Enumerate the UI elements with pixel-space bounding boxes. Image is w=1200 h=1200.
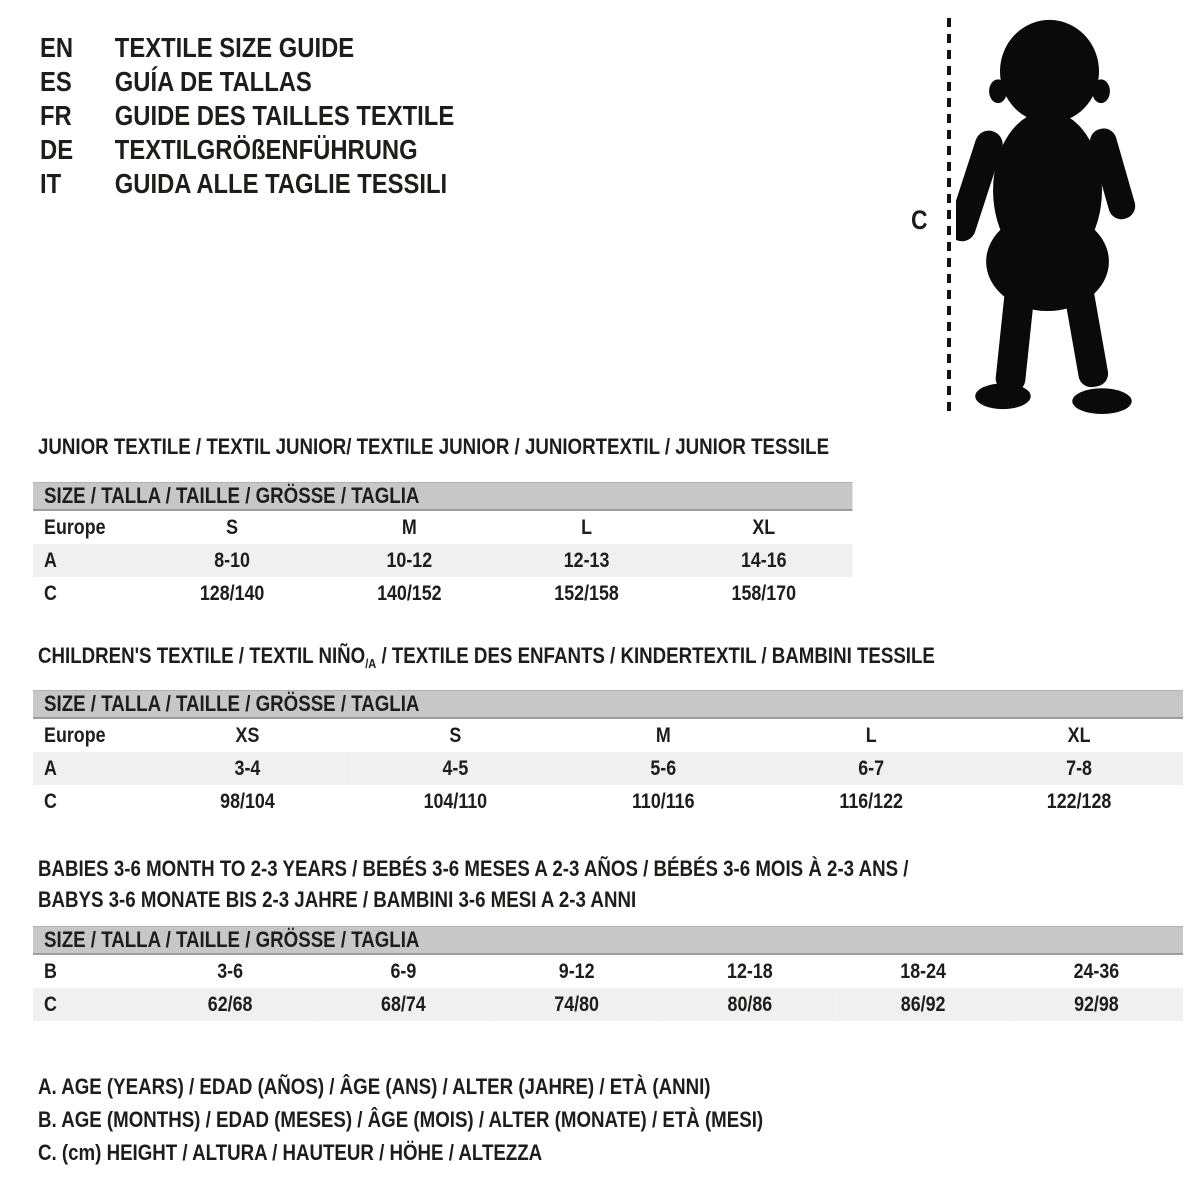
- language-code: IT: [40, 168, 62, 199]
- size-cell: XL: [752, 515, 776, 539]
- children-title-post: / TEXTILE DES ENFANTS / KINDERTEXTIL / BAMBINI TESSILE: [376, 643, 935, 668]
- height-cell: 158/170: [731, 581, 797, 605]
- guide-title-en: TEXTILE SIZE GUIDE: [114, 32, 355, 63]
- size-cell: M: [401, 515, 417, 539]
- row-label: A: [44, 756, 57, 780]
- height-cell: 152/158: [554, 581, 619, 605]
- height-cell: 80/86: [727, 992, 773, 1016]
- height-measure-label: C: [911, 205, 928, 235]
- age-cell: 7-8: [1066, 756, 1092, 780]
- age-cell: 4-5: [442, 756, 469, 780]
- guide-title-it: GUIDA ALLE TAGLIE TESSILI: [114, 168, 448, 199]
- height-cell: 98/104: [220, 789, 275, 813]
- language-row-de: [40, 133, 454, 167]
- age-cell: 10-12: [386, 548, 433, 572]
- babies-table: [33, 955, 1183, 1021]
- age-cell: 6-7: [858, 756, 885, 780]
- height-cell: 140/152: [377, 581, 442, 605]
- table-row-height: [33, 988, 1183, 1021]
- size-cell: S: [226, 515, 239, 539]
- size-header-bar: SIZE / TALLA / TAILLE / GRÖSSE / TAGLIA: [33, 926, 1183, 955]
- babies-title-line1: BABIES 3-6 MONTH TO 2-3 YEARS / BEBÉS 3-6 MESES A 2-3 AÑOS / BÉBÉS 3-6 MOIS À 2-3 ANS /: [38, 856, 909, 881]
- junior-size-table: [33, 482, 852, 610]
- age-cell: 3-6: [217, 959, 244, 983]
- children-section-title: [38, 643, 935, 677]
- height-cell: 92/98: [1074, 992, 1119, 1016]
- language-row-fr: [40, 99, 454, 133]
- row-label: C: [44, 992, 57, 1016]
- children-title-subscript: /A: [365, 656, 377, 671]
- table-row-height: [33, 577, 852, 610]
- children-table: [33, 719, 1183, 818]
- table-row-height: [33, 785, 1183, 818]
- row-label: C: [44, 789, 57, 813]
- language-row-en: [40, 31, 454, 65]
- size-header-bar: SIZE / TALLA / TAILLE / GRÖSSE / TAGLIA: [33, 482, 852, 511]
- height-cell: 104/110: [423, 789, 488, 813]
- language-code: FR: [40, 100, 72, 131]
- legend-line-age-years: A. AGE (YEARS) / EDAD (AÑOS) / ÂGE (ANS) / ALTER (JAHRE) / ETÀ (ANNI): [38, 1074, 711, 1099]
- age-cell: 12-18: [727, 959, 773, 983]
- row-label: C: [44, 581, 57, 605]
- age-cell: 8-10: [214, 548, 250, 572]
- age-cell: 12-13: [563, 548, 610, 572]
- age-cell: 3-4: [234, 756, 261, 780]
- age-cell: 9-12: [558, 959, 595, 983]
- language-row-it: [40, 167, 454, 201]
- height-cell: 86/92: [900, 992, 946, 1016]
- guide-title-de: TEXTILGRÖßENFÜHRUNG: [114, 134, 418, 165]
- children-title-pre: CHILDREN'S TEXTILE / TEXTIL NIÑO: [38, 643, 366, 668]
- height-cell: 128/140: [199, 581, 265, 605]
- toddler-silhouette-icon: [956, 12, 1144, 418]
- height-cell: 62/68: [207, 992, 253, 1016]
- height-cell: 110/116: [631, 789, 695, 813]
- size-header-bar: SIZE / TALLA / TAILLE / GRÖSSE / TAGLIA: [33, 690, 1183, 719]
- table-row-europe: [33, 719, 1183, 752]
- height-cell: 68/74: [381, 992, 426, 1016]
- junior-table: [33, 511, 852, 610]
- babies-size-table: [33, 926, 1183, 1021]
- age-cell: 14-16: [740, 548, 787, 572]
- size-cell: XL: [1067, 723, 1091, 747]
- age-cell: 6-9: [390, 959, 417, 983]
- legend-line-age-months: B. AGE (MONTHS) / EDAD (MESES) / ÂGE (MOIS) / ALTER (MONATE) / ETÀ (MESI): [38, 1107, 764, 1132]
- row-label: A: [44, 548, 57, 572]
- age-cell: 5-6: [650, 756, 677, 780]
- children-size-table: [33, 690, 1183, 818]
- table-row-age-months: [33, 955, 1183, 988]
- babies-title-line2: BABYS 3-6 MONATE BIS 2-3 JAHRE / BAMBINI 3-6 MESI A 2-3 ANNI: [38, 887, 637, 912]
- table-row-age: [33, 752, 1183, 785]
- height-cell: 116/122: [839, 789, 903, 813]
- babies-section-title: [38, 853, 908, 915]
- height-measure-dashed-line: [947, 18, 951, 417]
- language-row-es: [40, 65, 454, 99]
- row-label: Europe: [44, 723, 106, 747]
- age-cell: 24-36: [1073, 959, 1120, 983]
- legend-line-height-cm: C. (cm) HEIGHT / ALTURA / HAUTEUR / HÖHE / ALTEZZA: [38, 1140, 543, 1165]
- table-row-europe: [33, 511, 852, 544]
- guide-title-fr: GUIDE DES TAILLES TEXTILE: [114, 100, 455, 131]
- guide-title-es: GUÍA DE TALLAS: [114, 66, 312, 97]
- language-code: EN: [40, 32, 74, 63]
- size-cell: L: [865, 723, 877, 747]
- language-code: DE: [40, 134, 74, 165]
- language-code: ES: [40, 66, 72, 97]
- height-cell: 74/80: [554, 992, 599, 1016]
- height-cell: 122/128: [1046, 789, 1112, 813]
- measure-legend: [38, 1070, 763, 1169]
- junior-section-title: JUNIOR TEXTILE / TEXTIL JUNIOR/ TEXTILE JUNIOR / JUNIORTEXTIL / JUNIOR TESSILE: [38, 434, 830, 459]
- size-cell: S: [449, 723, 462, 747]
- row-label: B: [44, 959, 57, 983]
- age-cell: 18-24: [900, 959, 946, 983]
- row-label: Europe: [44, 515, 106, 539]
- size-cell: XS: [235, 723, 260, 747]
- language-title-list: [40, 31, 454, 201]
- table-row-age: [33, 544, 852, 577]
- size-cell: M: [655, 723, 671, 747]
- size-cell: L: [581, 515, 593, 539]
